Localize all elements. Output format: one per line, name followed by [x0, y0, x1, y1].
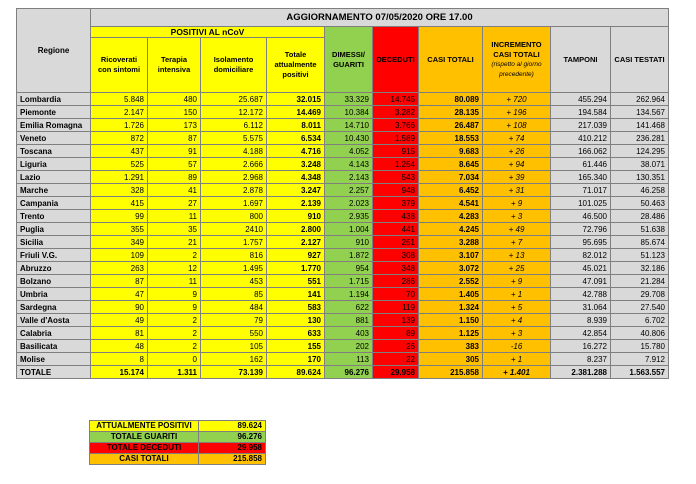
- hospitalized-cell: 48: [91, 340, 148, 353]
- summary-value: 215.858: [199, 454, 266, 465]
- home-isolation-cell: 550: [201, 327, 267, 340]
- home-isolation-cell: 2.666: [201, 158, 267, 171]
- swabs-cell: 455.294: [551, 93, 611, 106]
- total-cases-cell: 28.135: [419, 106, 483, 119]
- home-isolation-header: Isolamento domiciliare: [201, 38, 267, 93]
- hospitalized-cell: 2.147: [91, 106, 148, 119]
- hospitalized-cell: 8: [91, 353, 148, 366]
- increment-cell: + 1: [483, 288, 551, 301]
- total-positives-cell: 155: [267, 340, 325, 353]
- total-tested-cell: 1.563.557: [611, 366, 669, 379]
- icu-cell: 11: [148, 275, 201, 288]
- swabs-cell: 194.584: [551, 106, 611, 119]
- deaths-cell: 348: [373, 262, 419, 275]
- region-cell: Molise: [17, 353, 91, 366]
- summary-label: CASI TOTALI: [90, 454, 199, 465]
- recovered-cell: 2.935: [325, 210, 373, 223]
- tested-cell: 40.806: [611, 327, 669, 340]
- increment-header: [483, 27, 551, 93]
- home-isolation-cell: 79: [201, 314, 267, 327]
- tested-cell: 85.674: [611, 236, 669, 249]
- home-isolation-cell: 1.697: [201, 197, 267, 210]
- swabs-cell: 165.340: [551, 171, 611, 184]
- tested-cell: 134.567: [611, 106, 669, 119]
- total-cases-cell: 3.107: [419, 249, 483, 262]
- increment-cell: + 7: [483, 236, 551, 249]
- recovered-cell: 954: [325, 262, 373, 275]
- increment-cell: + 9: [483, 197, 551, 210]
- table-row: [17, 106, 669, 119]
- total-positives-header: Totale attualmente positivi: [267, 38, 325, 93]
- summary-label: TOTALE GUARITI: [90, 432, 199, 443]
- table-row: [17, 158, 669, 171]
- summary-value: 89.624: [199, 421, 266, 432]
- tested-cell: 7.912: [611, 353, 669, 366]
- icu-cell: 2: [148, 249, 201, 262]
- table-body: [17, 93, 669, 379]
- hospitalized-cell: 99: [91, 210, 148, 223]
- increment-cell: + 3: [483, 210, 551, 223]
- summary-label: ATTUALMENTE POSITIVI: [90, 421, 199, 432]
- region-cell: Abruzzo: [17, 262, 91, 275]
- total-cases-cell: 3.288: [419, 236, 483, 249]
- recovered-cell: 622: [325, 301, 373, 314]
- table-row: [17, 314, 669, 327]
- hospitalized-cell: 349: [91, 236, 148, 249]
- hospitalized-cell: 81: [91, 327, 148, 340]
- total-cases-cell: 4.283: [419, 210, 483, 223]
- table-row: [17, 327, 669, 340]
- region-cell: Valle d'Aosta: [17, 314, 91, 327]
- total-positives-cell: 32.015: [267, 93, 325, 106]
- icu-cell: 57: [148, 158, 201, 171]
- total-positives-cell: 1.770: [267, 262, 325, 275]
- region-header: Regione: [17, 9, 91, 93]
- deaths-cell: 286: [373, 275, 419, 288]
- total-swabs-cell: 2.381.288: [551, 366, 611, 379]
- total-cases-cell: 9.683: [419, 145, 483, 158]
- deaths-cell: 308: [373, 249, 419, 262]
- table-row: [17, 301, 669, 314]
- increment-cell: + 720: [483, 93, 551, 106]
- increment-header-label: INCREMENTO CASI TOTALI: [491, 39, 542, 59]
- total-positives-cell: 3.248: [267, 158, 325, 171]
- deaths-cell: 1.589: [373, 132, 419, 145]
- swabs-cell: 82.012: [551, 249, 611, 262]
- recovered-cell: 1.715: [325, 275, 373, 288]
- recovered-cell: 910: [325, 236, 373, 249]
- hospitalized-cell: 5.848: [91, 93, 148, 106]
- tested-cell: 46.258: [611, 184, 669, 197]
- deaths-cell: 438: [373, 210, 419, 223]
- total-region-cell: TOTALE: [17, 366, 91, 379]
- swabs-cell: 8.939: [551, 314, 611, 327]
- recovered-cell: 113: [325, 353, 373, 366]
- deaths-cell: 915: [373, 145, 419, 158]
- table-row: [17, 171, 669, 184]
- tested-cell: 15.780: [611, 340, 669, 353]
- summary-row: [90, 421, 266, 432]
- deaths-cell: 26: [373, 340, 419, 353]
- total-cases-cell: 1.150: [419, 314, 483, 327]
- swabs-cell: 8.237: [551, 353, 611, 366]
- summary-table: [89, 420, 266, 465]
- recovered-header: DIMESSI/ GUARITI: [325, 27, 373, 93]
- hospitalized-cell: 47: [91, 288, 148, 301]
- total-cases-cell: 2.552: [419, 275, 483, 288]
- region-cell: Sardegna: [17, 301, 91, 314]
- home-isolation-cell: 816: [201, 249, 267, 262]
- table-row: [17, 249, 669, 262]
- deaths-cell: 22: [373, 353, 419, 366]
- total-positives-cell: 633: [267, 327, 325, 340]
- hospitalized-cell: 263: [91, 262, 148, 275]
- recovered-cell: 4.143: [325, 158, 373, 171]
- table-row: [17, 119, 669, 132]
- home-isolation-cell: 85: [201, 288, 267, 301]
- home-isolation-cell: 25.687: [201, 93, 267, 106]
- tested-cell: 262.964: [611, 93, 669, 106]
- increment-cell: + 196: [483, 106, 551, 119]
- icu-cell: 2: [148, 314, 201, 327]
- hospitalized-cell: 415: [91, 197, 148, 210]
- swabs-cell: 47.091: [551, 275, 611, 288]
- swabs-cell: 31.064: [551, 301, 611, 314]
- summary-label: TOTALE DECEDUTI: [90, 443, 199, 454]
- increment-cell: + 74: [483, 132, 551, 145]
- swabs-cell: 166.062: [551, 145, 611, 158]
- increment-cell: + 3: [483, 327, 551, 340]
- total-recovered-cell: 96.276: [325, 366, 373, 379]
- home-isolation-cell: 6.112: [201, 119, 267, 132]
- recovered-cell: 1.872: [325, 249, 373, 262]
- total-cases-cell: 305: [419, 353, 483, 366]
- recovered-cell: 4.052: [325, 145, 373, 158]
- total-cases-cell: 1.405: [419, 288, 483, 301]
- region-cell: Friuli V.G.: [17, 249, 91, 262]
- total-positives-cell: 910: [267, 210, 325, 223]
- tested-cell: 141.468: [611, 119, 669, 132]
- total-total-cases-cell: 215.858: [419, 366, 483, 379]
- table-row: [17, 262, 669, 275]
- table-row: [17, 223, 669, 236]
- increment-cell: + 13: [483, 249, 551, 262]
- icu-cell: 27: [148, 197, 201, 210]
- total-icu-cell: 1.311: [148, 366, 201, 379]
- icu-cell: 89: [148, 171, 201, 184]
- total-home-isolation-cell: 73.139: [201, 366, 267, 379]
- tested-cell: 50.463: [611, 197, 669, 210]
- total-cases-cell: 18.553: [419, 132, 483, 145]
- total-positives-cell: 2.800: [267, 223, 325, 236]
- home-isolation-cell: 4.188: [201, 145, 267, 158]
- total-cases-cell: 1.125: [419, 327, 483, 340]
- deaths-header: DECEDUTI: [373, 27, 419, 93]
- icu-cell: 9: [148, 288, 201, 301]
- deaths-cell: 89: [373, 327, 419, 340]
- recovered-cell: 2.143: [325, 171, 373, 184]
- increment-cell: + 5: [483, 301, 551, 314]
- increment-cell: + 9: [483, 275, 551, 288]
- home-isolation-cell: 2410: [201, 223, 267, 236]
- region-cell: Emilia Romagna: [17, 119, 91, 132]
- hospitalized-cell: 355: [91, 223, 148, 236]
- total-positives-cell: 2.139: [267, 197, 325, 210]
- recovered-cell: 10.430: [325, 132, 373, 145]
- tested-cell: 28.486: [611, 210, 669, 223]
- icu-cell: 173: [148, 119, 201, 132]
- recovered-cell: 2.023: [325, 197, 373, 210]
- swabs-cell: 42.854: [551, 327, 611, 340]
- positives-group-header: POSITIVI AL nCoV: [91, 27, 325, 38]
- home-isolation-cell: 453: [201, 275, 267, 288]
- icu-cell: 9: [148, 301, 201, 314]
- tested-cell: 29.708: [611, 288, 669, 301]
- table-row: [17, 275, 669, 288]
- deaths-cell: 70: [373, 288, 419, 301]
- tested-header: CASI TESTATI: [611, 27, 669, 93]
- recovered-cell: 10.384: [325, 106, 373, 119]
- hospitalized-cell: 109: [91, 249, 148, 262]
- swabs-cell: 16.272: [551, 340, 611, 353]
- total-cases-cell: 4.245: [419, 223, 483, 236]
- region-cell: Toscana: [17, 145, 91, 158]
- tested-cell: 32.186: [611, 262, 669, 275]
- total-cases-cell: 80.089: [419, 93, 483, 106]
- recovered-cell: 33.329: [325, 93, 373, 106]
- table-row: [17, 93, 669, 106]
- region-cell: Campania: [17, 197, 91, 210]
- recovered-cell: 881: [325, 314, 373, 327]
- hospitalized-cell: 872: [91, 132, 148, 145]
- total-hospitalized-cell: 15.174: [91, 366, 148, 379]
- summary-value: 96.276: [199, 432, 266, 443]
- hospitalized-cell: 87: [91, 275, 148, 288]
- icu-cell: 2: [148, 327, 201, 340]
- total-positives-cell: 2.127: [267, 236, 325, 249]
- home-isolation-cell: 2.878: [201, 184, 267, 197]
- home-isolation-cell: 2.968: [201, 171, 267, 184]
- hospitalized-cell: 328: [91, 184, 148, 197]
- home-isolation-cell: 484: [201, 301, 267, 314]
- increment-cell: + 49: [483, 223, 551, 236]
- deaths-cell: 3.766: [373, 119, 419, 132]
- totals-row: [17, 366, 669, 379]
- swabs-cell: 71.017: [551, 184, 611, 197]
- summary-row: [90, 443, 266, 454]
- region-cell: Umbria: [17, 288, 91, 301]
- tested-cell: 21.284: [611, 275, 669, 288]
- total-deaths-cell: 29.958: [373, 366, 419, 379]
- total-cases-cell: 1.324: [419, 301, 483, 314]
- swabs-cell: 46.500: [551, 210, 611, 223]
- recovered-cell: 1.004: [325, 223, 373, 236]
- region-cell: Lazio: [17, 171, 91, 184]
- total-positives-cell: 4.348: [267, 171, 325, 184]
- covid-regional-table: [16, 8, 669, 379]
- hospitalized-header: Ricoverati con sintomi: [91, 38, 148, 93]
- region-cell: Bolzano: [17, 275, 91, 288]
- region-cell: Calabria: [17, 327, 91, 340]
- total-positives-cell: 3.247: [267, 184, 325, 197]
- increment-cell: + 4: [483, 314, 551, 327]
- table-row: [17, 340, 669, 353]
- increment-cell: + 39: [483, 171, 551, 184]
- increment-header-note: (rispetto al giorno precedente): [491, 60, 542, 78]
- deaths-cell: 14.745: [373, 93, 419, 106]
- table-row: [17, 288, 669, 301]
- increment-cell: + 26: [483, 145, 551, 158]
- table-row: [17, 236, 669, 249]
- home-isolation-cell: 5.575: [201, 132, 267, 145]
- icu-cell: 21: [148, 236, 201, 249]
- table-row: [17, 210, 669, 223]
- tested-cell: 51.123: [611, 249, 669, 262]
- icu-cell: 91: [148, 145, 201, 158]
- region-cell: Trento: [17, 210, 91, 223]
- recovered-cell: 1.194: [325, 288, 373, 301]
- deaths-cell: 139: [373, 314, 419, 327]
- summary-row: [90, 432, 266, 443]
- summary-row: [90, 454, 266, 465]
- icu-cell: 0: [148, 353, 201, 366]
- icu-header: Terapia intensiva: [148, 38, 201, 93]
- total-cases-cell: 7.034: [419, 171, 483, 184]
- total-positives-cell: 130: [267, 314, 325, 327]
- total-cases-header: CASI TOTALI: [419, 27, 483, 93]
- table-row: [17, 145, 669, 158]
- total-positives-cell: 551: [267, 275, 325, 288]
- total-positives-cell: 4.716: [267, 145, 325, 158]
- tested-cell: 27.540: [611, 301, 669, 314]
- swabs-cell: 42.788: [551, 288, 611, 301]
- recovered-cell: 202: [325, 340, 373, 353]
- hospitalized-cell: 49: [91, 314, 148, 327]
- total-positives-cell: 141: [267, 288, 325, 301]
- swabs-cell: 410.212: [551, 132, 611, 145]
- region-cell: Lombardia: [17, 93, 91, 106]
- total-positives-cell: 583: [267, 301, 325, 314]
- home-isolation-cell: 1.757: [201, 236, 267, 249]
- icu-cell: 87: [148, 132, 201, 145]
- swabs-cell: 72.796: [551, 223, 611, 236]
- swabs-cell: 45.021: [551, 262, 611, 275]
- swabs-header: TAMPONI: [551, 27, 611, 93]
- total-positives-cell: 8.011: [267, 119, 325, 132]
- increment-cell: + 94: [483, 158, 551, 171]
- hospitalized-cell: 1.726: [91, 119, 148, 132]
- home-isolation-cell: 105: [201, 340, 267, 353]
- increment-cell: + 1: [483, 353, 551, 366]
- total-cases-cell: 4.541: [419, 197, 483, 210]
- swabs-cell: 217.039: [551, 119, 611, 132]
- recovered-cell: 403: [325, 327, 373, 340]
- table-row: [17, 184, 669, 197]
- region-cell: Liguria: [17, 158, 91, 171]
- deaths-cell: 1.254: [373, 158, 419, 171]
- total-positives-cell: 170: [267, 353, 325, 366]
- icu-cell: 41: [148, 184, 201, 197]
- icu-cell: 480: [148, 93, 201, 106]
- increment-cell: + 31: [483, 184, 551, 197]
- total-positives-cell: 6.534: [267, 132, 325, 145]
- total-cases-cell: 26.487: [419, 119, 483, 132]
- region-cell: Veneto: [17, 132, 91, 145]
- deaths-cell: 543: [373, 171, 419, 184]
- icu-cell: 11: [148, 210, 201, 223]
- tested-cell: 6.702: [611, 314, 669, 327]
- table-row: [17, 353, 669, 366]
- recovered-cell: 14.710: [325, 119, 373, 132]
- deaths-cell: 441: [373, 223, 419, 236]
- total-positives-cell: 927: [267, 249, 325, 262]
- hospitalized-cell: 90: [91, 301, 148, 314]
- region-cell: Sicilia: [17, 236, 91, 249]
- home-isolation-cell: 162: [201, 353, 267, 366]
- total-cases-cell: 3.072: [419, 262, 483, 275]
- icu-cell: 35: [148, 223, 201, 236]
- icu-cell: 2: [148, 340, 201, 353]
- swabs-cell: 61.446: [551, 158, 611, 171]
- update-title: AGGIORNAMENTO 07/05/2020 ORE 17.00: [91, 9, 669, 27]
- region-cell: Piemonte: [17, 106, 91, 119]
- hospitalized-cell: 437: [91, 145, 148, 158]
- increment-cell: + 108: [483, 119, 551, 132]
- total-positives-cell: 14.469: [267, 106, 325, 119]
- hospitalized-cell: 1.291: [91, 171, 148, 184]
- table-row: [17, 132, 669, 145]
- recovered-cell: 2.257: [325, 184, 373, 197]
- total-cases-cell: 8.645: [419, 158, 483, 171]
- table-row: [17, 197, 669, 210]
- swabs-cell: 101.025: [551, 197, 611, 210]
- hospitalized-cell: 525: [91, 158, 148, 171]
- home-isolation-cell: 12.172: [201, 106, 267, 119]
- total-cases-cell: 383: [419, 340, 483, 353]
- tested-cell: 236.281: [611, 132, 669, 145]
- home-isolation-cell: 1.495: [201, 262, 267, 275]
- deaths-cell: 251: [373, 236, 419, 249]
- deaths-cell: 948: [373, 184, 419, 197]
- deaths-cell: 379: [373, 197, 419, 210]
- deaths-cell: 3.282: [373, 106, 419, 119]
- increment-cell: -16: [483, 340, 551, 353]
- total-total-positives-cell: 89.624: [267, 366, 325, 379]
- swabs-cell: 95.695: [551, 236, 611, 249]
- tested-cell: 51.638: [611, 223, 669, 236]
- home-isolation-cell: 800: [201, 210, 267, 223]
- tested-cell: 124.295: [611, 145, 669, 158]
- total-cases-cell: 6.452: [419, 184, 483, 197]
- tested-cell: 38.071: [611, 158, 669, 171]
- region-cell: Marche: [17, 184, 91, 197]
- tested-cell: 130.351: [611, 171, 669, 184]
- region-cell: Basilicata: [17, 340, 91, 353]
- icu-cell: 150: [148, 106, 201, 119]
- icu-cell: 12: [148, 262, 201, 275]
- region-cell: Puglia: [17, 223, 91, 236]
- increment-cell: + 25: [483, 262, 551, 275]
- total-increment-cell: + 1.401: [483, 366, 551, 379]
- deaths-cell: 119: [373, 301, 419, 314]
- summary-value: 29.958: [199, 443, 266, 454]
